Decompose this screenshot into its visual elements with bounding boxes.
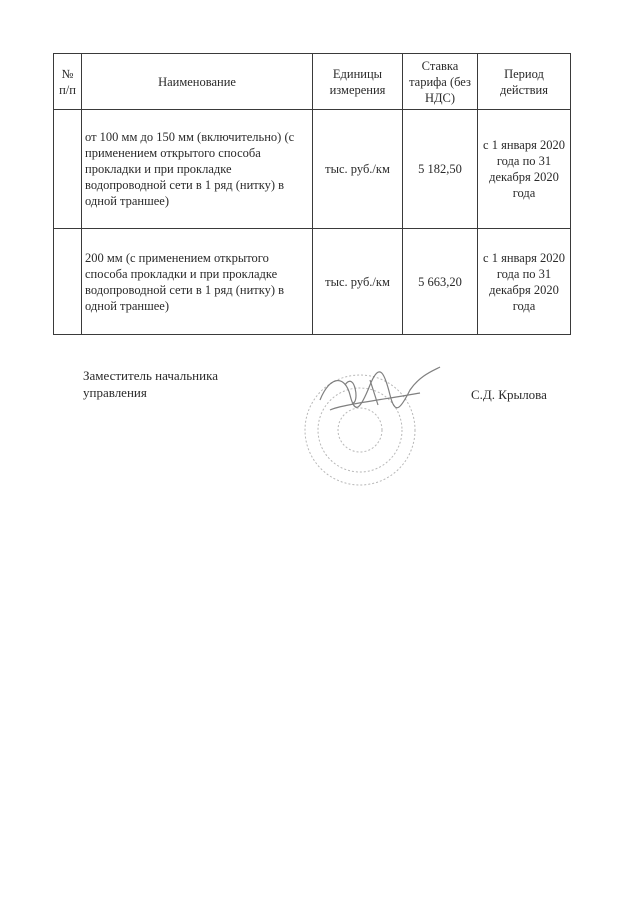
cell-num	[54, 229, 82, 335]
header-period: Период действия	[478, 54, 571, 110]
table-header-row	[54, 54, 571, 110]
stamp-and-signature-icon	[300, 355, 450, 495]
cell-rate: 5 663,20	[403, 229, 478, 335]
cell-period: с 1 января 2020 года по 31 декабря 2020 года	[478, 110, 571, 229]
signer-name: С.Д. Крылова	[471, 387, 547, 402]
cell-name: от 100 мм до 150 мм (включительно) (с применением открытого способа прокладки и при прокладке водопроводной сети в 1 ряд (нитку) в одной траншее)	[82, 110, 313, 229]
cell-num	[54, 110, 82, 229]
cell-unit: тыс. руб./км	[313, 229, 403, 335]
cell-name: 200 мм (с применением открытого способа прокладки и при прокладке водопроводной сети в 1 ряд (нитку) в одной траншее)	[82, 229, 313, 335]
position-line-2: управления	[83, 385, 147, 400]
header-name: Наименование	[82, 54, 313, 110]
cell-unit: тыс. руб./км	[313, 110, 403, 229]
position-line-1: Заместитель начальника	[83, 368, 218, 383]
table-row	[54, 110, 571, 229]
header-unit: Единицы измерения	[313, 54, 403, 110]
tariff-table	[53, 53, 571, 335]
cell-rate: 5 182,50	[403, 110, 478, 229]
signatory-position	[83, 367, 218, 401]
table-row	[54, 229, 571, 335]
header-rate: Ставка тарифа (без НДС)	[403, 54, 478, 110]
cell-period: с 1 января 2020 года по 31 декабря 2020 года	[478, 229, 571, 335]
header-num: № п/п	[54, 54, 82, 110]
